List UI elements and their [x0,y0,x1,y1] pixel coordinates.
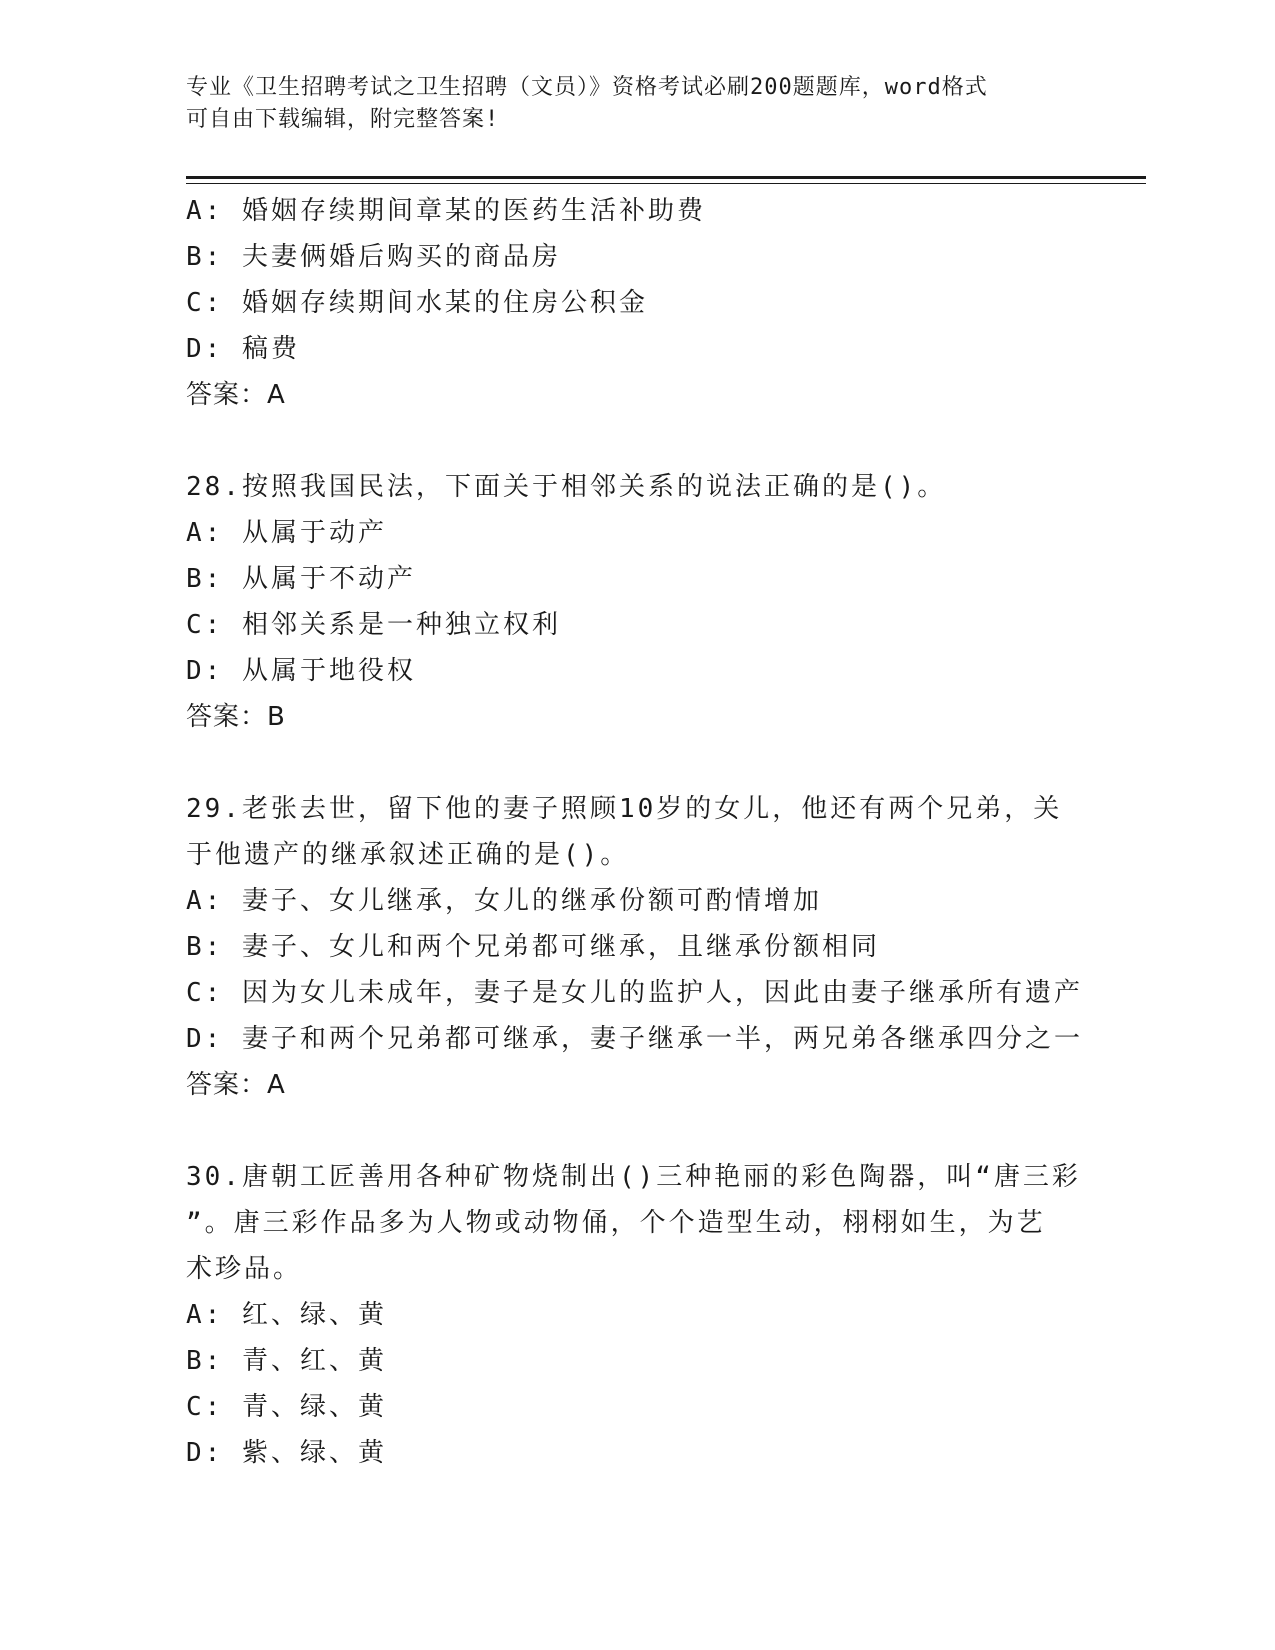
option-d: D: 从属于地役权 [186,656,416,686]
document-header [186,72,1076,136]
header-title-line-2: 可自由下载编辑，附完整答案! [186,107,500,132]
option-a: A: 妻子、女儿继承，女儿的继承份额可酌情增加 [186,886,822,916]
option-b: B: 妻子、女儿和两个兄弟都可继承，且继承份额相同 [186,932,880,962]
header-divider-thin [186,183,1146,184]
question-30 [186,1154,1086,1476]
question-27 [186,188,1086,418]
option-c: C: 因为女儿未成年，妻子是女儿的监护人，因此由妻子继承所有遗产 [186,978,1083,1008]
spacer [186,740,1086,786]
header-divider-thick [186,176,1146,179]
option-d: D: 妻子和两个兄弟都可继承，妻子继承一半，两兄弟各继承四分之一 [186,1024,1083,1054]
option-c: C: 青、绿、黄 [186,1392,387,1422]
spacer [186,1108,1086,1154]
question-text-line-1: 29.老张去世，留下他的妻子照顾10岁的女儿，他还有两个兄弟，关 [186,794,1063,824]
answer: 答案：A [186,1070,286,1100]
question-text: 28.按照我国民法，下面关于相邻关系的说法正确的是()。 [186,472,947,502]
question-text-line-2: ”。唐三彩作品多为人物或动物俑，个个造型生动，栩栩如生，为艺 [186,1208,1046,1238]
header-title-line-1: 专业《卫生招聘考试之卫生招聘（文员）》资格考试必刷200题题库，word格式 [186,75,988,100]
spacer [186,418,1086,464]
question-text-line-3: 术珍品。 [186,1254,303,1284]
option-b: B: 从属于不动产 [186,564,416,594]
answer: 答案：B [186,702,286,732]
option-a: A: 婚姻存续期间章某的医药生活补助费 [186,196,706,226]
option-c: C: 婚姻存续期间水某的住房公积金 [186,288,648,318]
option-a: A: 从属于动产 [186,518,387,548]
answer: 答案：A [186,380,286,410]
option-c: C: 相邻关系是一种独立权利 [186,610,561,640]
option-b: B: 夫妻俩婚后购买的商品房 [186,242,561,272]
option-a: A: 红、绿、黄 [186,1300,387,1330]
question-list [186,188,1086,1476]
option-d: D: 稿费 [186,334,300,364]
question-text-line-1: 30.唐朝工匠善用各种矿物烧制出()三种艳丽的彩色陶器，叫“唐三彩 [186,1162,1081,1192]
question-28 [186,464,1086,740]
option-b: B: 青、红、黄 [186,1346,387,1376]
option-d: D: 紫、绿、黄 [186,1438,387,1468]
question-text-line-2: 于他遗产的继承叙述正确的是()。 [186,840,630,870]
question-29 [186,786,1086,1108]
